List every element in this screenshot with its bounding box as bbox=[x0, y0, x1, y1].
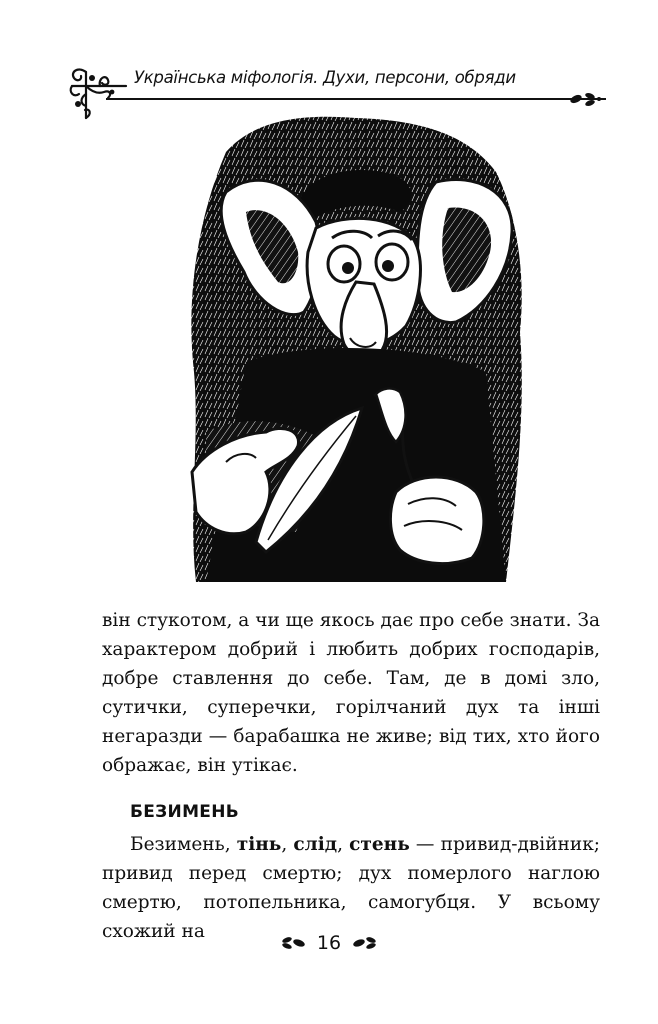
text-span: — привид-двійник; привид перед смертю; дух померлого наглою смертю, потопельника, самогубця. У всьому схожий на bbox=[102, 834, 601, 942]
text-span: Безимень, bbox=[130, 834, 237, 855]
flourish-icon bbox=[568, 90, 602, 108]
section-heading: БЕЗИМЕНЬ bbox=[130, 802, 239, 822]
barabashka-illustration bbox=[186, 112, 530, 592]
bold-term: тінь bbox=[236, 834, 282, 855]
bold-term: слід bbox=[293, 834, 338, 855]
header-rule bbox=[106, 98, 606, 100]
paragraph: він стукотом, а чи ще якось дає про себе знати. За характером добрий і любить добрих господарів, добре ставлення до себе. Там, де в домі зло, сутички, суперечки, горілчаний дух та інші негаразди — барабашка не живе; від тих, хто його ображає, він утікає. bbox=[102, 610, 600, 776]
running-title: Українська міфологія. Духи, персони, обряди bbox=[134, 68, 516, 87]
page-footer bbox=[0, 928, 658, 958]
flourish-left-icon bbox=[279, 935, 307, 951]
corner-ornament-icon bbox=[68, 64, 128, 120]
body-text bbox=[102, 606, 600, 946]
page-number: 16 bbox=[316, 932, 342, 954]
text-span: , bbox=[337, 834, 350, 855]
text-span: , bbox=[281, 834, 294, 855]
flourish-right-icon bbox=[351, 935, 379, 951]
bold-term: стень bbox=[349, 834, 410, 855]
